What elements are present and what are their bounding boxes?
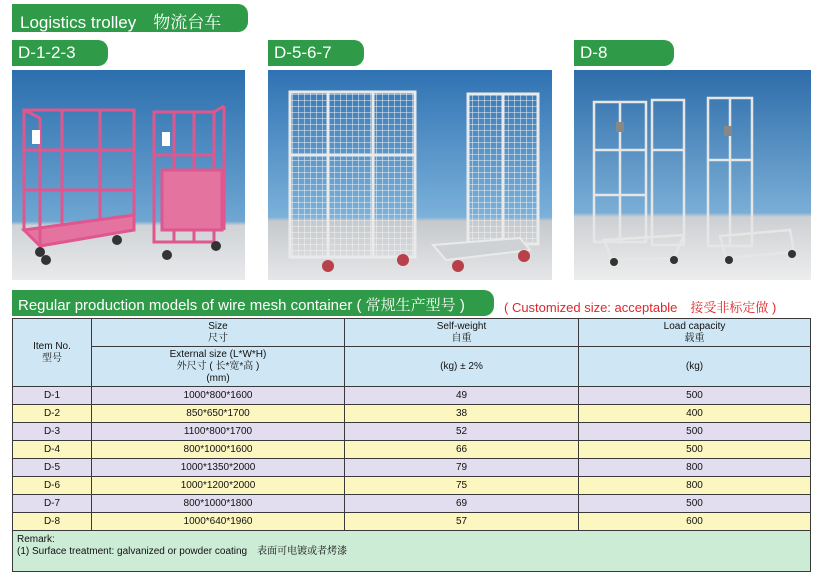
model-tag-d567: D-5-6-7: [268, 40, 364, 66]
cell-weight: 69: [345, 495, 579, 513]
remark-title: Remark:: [17, 534, 55, 545]
cell-item: D-3: [13, 423, 92, 441]
remark-cell: [13, 531, 811, 572]
header-weight: [345, 319, 579, 347]
silver-cage-left: [290, 92, 415, 257]
cell-weight: 79: [345, 459, 579, 477]
cell-load: 800: [579, 477, 811, 495]
model-tag-d8: D-8: [574, 40, 674, 66]
header-size-cn: 尺寸: [208, 332, 228, 344]
cell-weight: 75: [345, 477, 579, 495]
cell-item: D-2: [13, 405, 92, 423]
header-weight-unit: (kg) ± 2%: [345, 347, 579, 387]
model-tag-d123: D-1-2-3: [12, 40, 108, 66]
table-row: [13, 459, 811, 477]
product-photo-d567: [268, 70, 552, 280]
header-size-en: Size: [208, 320, 228, 332]
header-load: [579, 319, 811, 347]
cell-size: 800*1000*1800: [92, 495, 345, 513]
header-external-size-unit: (mm): [206, 372, 230, 384]
section-title: Regular production models of wire mesh container ( 常规生产型号 ): [12, 290, 494, 316]
table-row: [13, 387, 811, 405]
cell-item: D-7: [13, 495, 92, 513]
header-load-cn: 载重: [684, 332, 705, 344]
product-photo-d8: [574, 70, 811, 280]
customized-size-note: ( Customized size: acceptable 接受非标定做 ): [504, 300, 777, 315]
header-load-unit: (kg): [579, 347, 811, 387]
header-size: [92, 319, 345, 347]
cell-weight: 57: [345, 513, 579, 531]
cell-item: D-1: [13, 387, 92, 405]
cell-size: 1000*800*1600: [92, 387, 345, 405]
table-row: [13, 495, 811, 513]
header-load-en: Load capacity: [663, 320, 726, 332]
remark-row: [13, 531, 811, 572]
spec-table: [12, 318, 811, 572]
cell-item: D-8: [13, 513, 92, 531]
cell-load: 600: [579, 513, 811, 531]
cell-size: 1000*640*1960: [92, 513, 345, 531]
header-item-no: [13, 319, 92, 387]
cell-size: 800*1000*1600: [92, 441, 345, 459]
cell-item: D-6: [13, 477, 92, 495]
cell-weight: 52: [345, 423, 579, 441]
header-external-size: [92, 347, 345, 387]
table-row: [13, 477, 811, 495]
cell-load: 500: [579, 495, 811, 513]
page-title: Logistics trolley 物流台车: [12, 4, 248, 32]
cell-item: D-5: [13, 459, 92, 477]
cell-load: 500: [579, 441, 811, 459]
header-weight-en: Self-weight: [436, 320, 487, 332]
cell-weight: 38: [345, 405, 579, 423]
header-weight-cn: 自重: [451, 332, 472, 344]
cell-item: D-4: [13, 441, 92, 459]
table-row: [13, 441, 811, 459]
header-item-no-cn: 型号: [42, 352, 62, 364]
cell-size: 1000*1350*2000: [92, 459, 345, 477]
cell-load: 500: [579, 423, 811, 441]
cell-size: 1000*1200*2000: [92, 477, 345, 495]
header-item-no-en: Item No.: [33, 340, 71, 352]
cell-size: 1100*800*1700: [92, 423, 345, 441]
table-row: [13, 513, 811, 531]
product-photo-d123: [12, 70, 245, 280]
cell-size: 850*650*1700: [92, 405, 345, 423]
cell-load: 500: [579, 387, 811, 405]
cell-weight: 49: [345, 387, 579, 405]
table-row: [13, 423, 811, 441]
table-row: [13, 405, 811, 423]
cell-load: 400: [579, 405, 811, 423]
header-external-size-cn: 外尺寸 ( 长*宽*高 ): [176, 360, 260, 372]
remark-text: (1) Surface treatment: galvanized or powder coating 表面可电镀或者烤漆: [17, 546, 348, 557]
cell-weight: 66: [345, 441, 579, 459]
cell-load: 800: [579, 459, 811, 477]
header-external-size-en: External size (L*W*H): [169, 348, 267, 360]
